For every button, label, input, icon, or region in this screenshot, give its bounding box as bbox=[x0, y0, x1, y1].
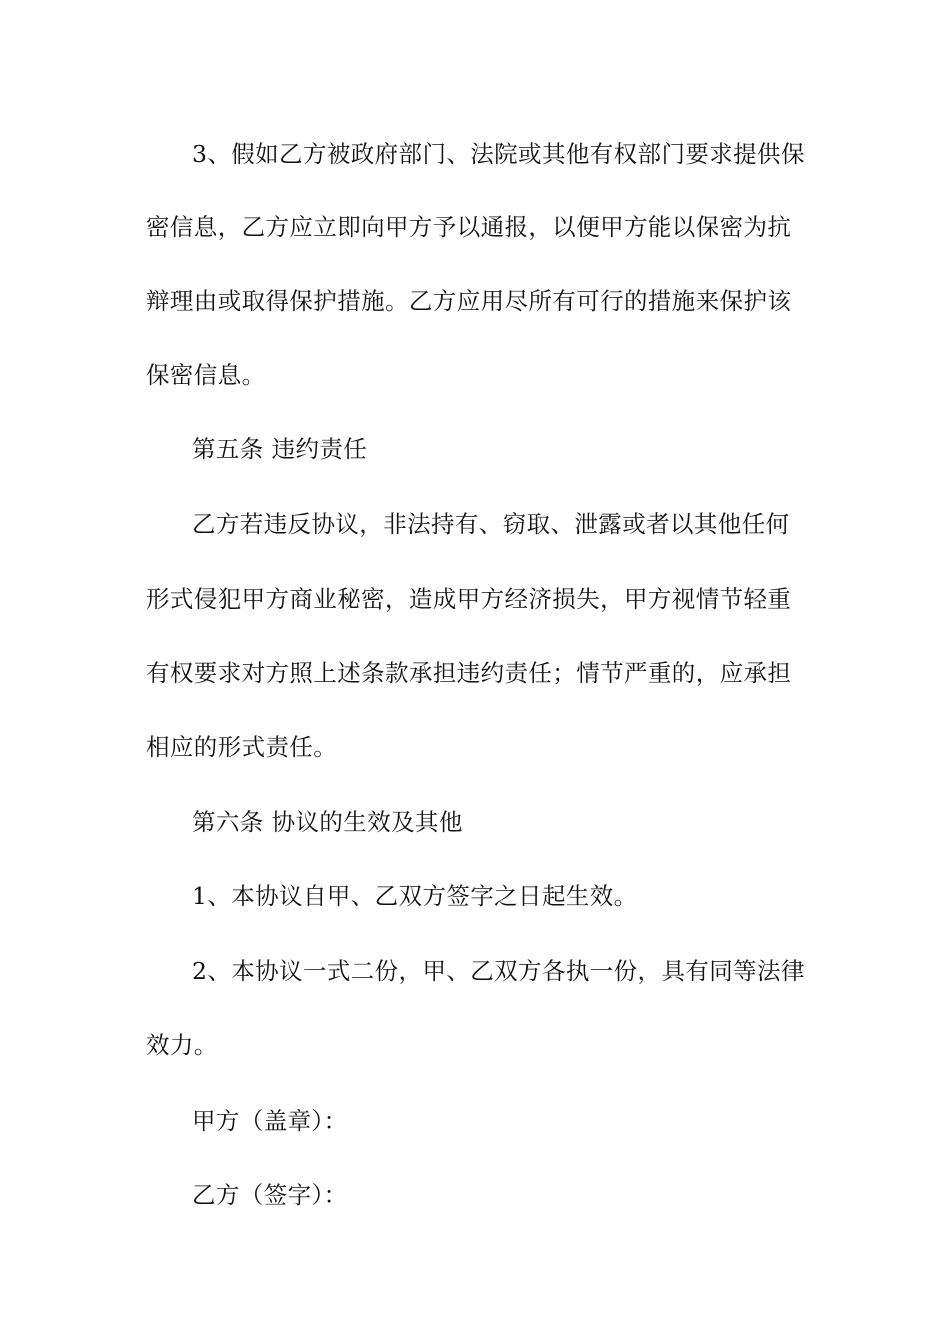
article-6-item-1: 1、本协议自甲、乙双方签字之日起生效。 bbox=[192, 882, 638, 910]
article-5-line-4: 相应的形式责任。 bbox=[146, 733, 338, 761]
article-6-item-2-line-2: 效力。 bbox=[146, 1031, 218, 1059]
article-6-heading: 第六条 协议的生效及其他 bbox=[192, 808, 463, 836]
article-5-line-1: 乙方若违反协议，非法持有、窃取、泄露或者以其他任何 bbox=[192, 510, 790, 538]
clause-3-line-4: 保密信息。 bbox=[146, 361, 266, 389]
party-a-seal-line: 甲方（盖章）： bbox=[192, 1107, 348, 1135]
clause-3-line-3: 辩理由或取得保护措施。乙方应用尽所有可行的措施来保护该 bbox=[146, 287, 792, 315]
party-b-signature-line: 乙方（签字）： bbox=[192, 1181, 348, 1209]
clause-3-line-1: 3、假如乙方被政府部门、法院或其他有权部门要求提供保 bbox=[192, 140, 805, 168]
article-5-line-2: 形式侵犯甲方商业秘密，造成甲方经济损失，甲方视情节轻重 bbox=[146, 585, 792, 613]
article-6-item-2-line-1: 2、本协议一式二份，甲、乙双方各执一份，具有同等法律 bbox=[192, 957, 805, 985]
article-5-line-3: 有权要求对方照上述条款承担违约责任；情节严重的，应承担 bbox=[146, 659, 792, 687]
clause-3-line-2: 密信息，乙方应立即向甲方予以通报，以便甲方能以保密为抗 bbox=[146, 213, 792, 241]
article-5-heading: 第五条 违约责任 bbox=[192, 435, 368, 463]
